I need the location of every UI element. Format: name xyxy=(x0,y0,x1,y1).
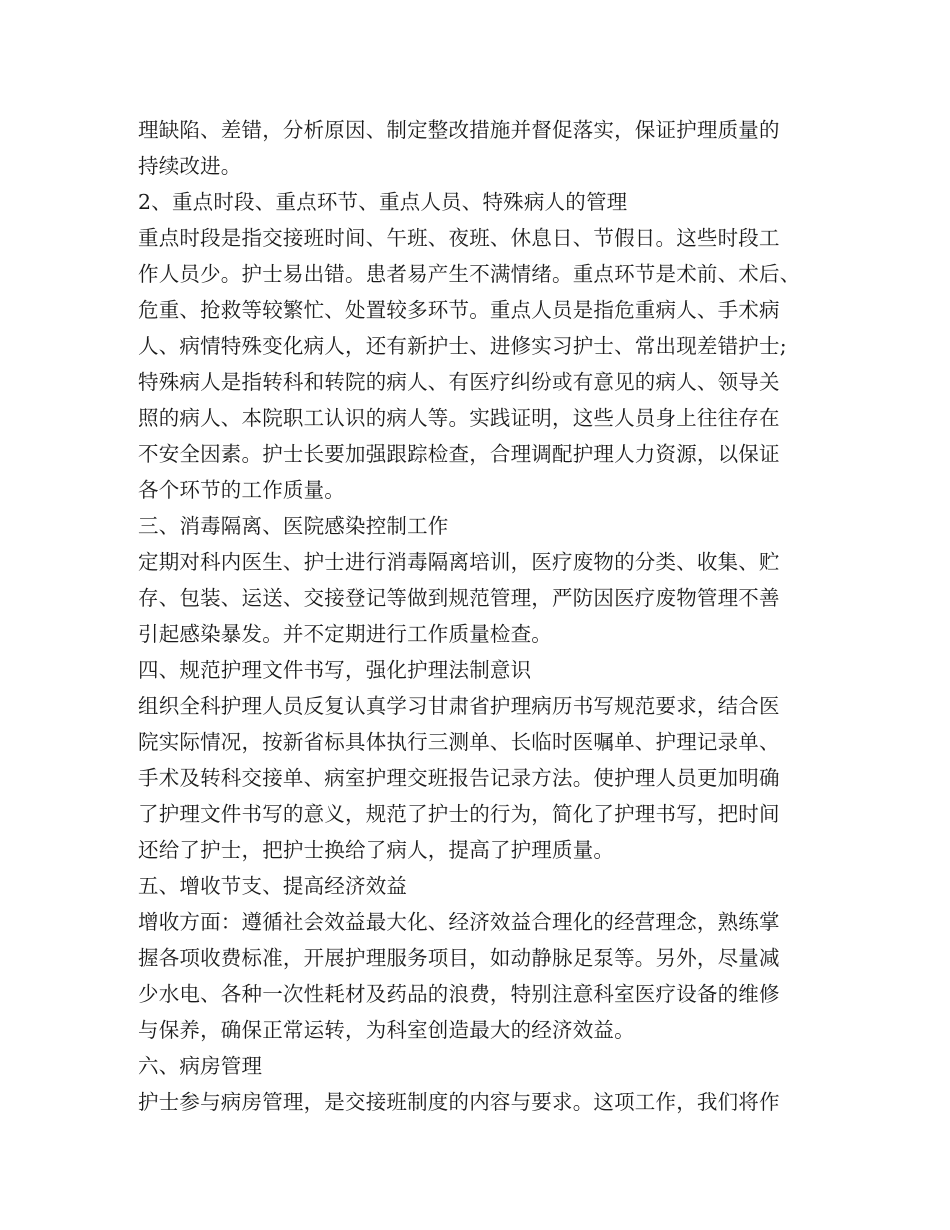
section-heading: 2、重点时段、重点环节、重点人员、特殊病人的管理 xyxy=(138,190,628,214)
text-line: 作人员少。护士易出错。患者易产生不满情绪。重点环节是术前、术后、 xyxy=(138,262,801,286)
section-heading: 三、消毒隔离、医院感染控制工作 xyxy=(138,514,449,538)
text-line: 人、病情特殊变化病人，还有新护士、进修实习护士、常出现差错护士; xyxy=(138,334,787,358)
text-line: 各个环节的工作质量。 xyxy=(138,478,345,502)
text-line: 还给了护士，把护士换给了病人，提高了护理质量。 xyxy=(138,838,615,862)
text-line: 少水电、各种一次性耗材及药品的浪费，特别注意科室医疗设备的维修 xyxy=(138,982,780,1006)
text-line: 引起感染暴发。并不定期进行工作质量检查。 xyxy=(138,622,552,646)
text-line: 护士参与病房管理，是交接班制度的内容与要求。这项工作，我们将作 xyxy=(138,1090,780,1114)
text-line: 院实际情况，按新省标具体执行三测单、长临时医嘱单、护理记录单、 xyxy=(138,730,780,754)
text-line: 危重、抢救等较繁忙、处置较多环节。重点人员是指危重病人、手术病 xyxy=(138,298,780,322)
section-heading: 六、病房管理 xyxy=(138,1054,263,1078)
text-line: 持续改进。 xyxy=(138,154,242,178)
text-line: 重点时段是指交接班时间、午班、夜班、休息日、节假日。这些时段工 xyxy=(138,226,780,250)
text-line: 不安全因素。护士长要加强跟踪检查，合理调配护理人力资源，以保证 xyxy=(138,442,780,466)
text-line: 照的病人、本院职工认识的病人等。实践证明，这些人员身上往往存在 xyxy=(138,406,780,430)
text-line: 组织全科护理人员反复认真学习甘肃省护理病历书写规范要求，结合医 xyxy=(138,694,780,718)
text-line: 特殊病人是指转科和转院的病人、有医疗纠纷或有意见的病人、领导关 xyxy=(138,370,780,394)
text-line: 与保养，确保正常运转，为科室创造最大的经济效益。 xyxy=(138,1018,635,1042)
text-line: 存、包装、运送、交接登记等做到规范管理，严防因医疗废物管理不善 xyxy=(138,586,780,610)
text-line: 增收方面：遵循社会效益最大化、经济效益合理化的经营理念，熟练掌 xyxy=(138,910,780,934)
text-line: 理缺陷、差错，分析原因、制定整改措施并督促落实，保证护理质量的 xyxy=(138,118,780,142)
text-line: 了护理文件书写的意义，规范了护士的行为，简化了护理书写，把时间 xyxy=(138,802,780,826)
text-line: 手术及转科交接单、病室护理交班报告记录方法。使护理人员更加明确 xyxy=(138,766,780,790)
document-body xyxy=(138,112,818,1120)
section-heading: 五、增收节支、提高经济效益 xyxy=(138,874,408,898)
text-line: 定期对科内医生、护士进行消毒隔离培训，医疗废物的分类、收集、贮 xyxy=(138,550,780,574)
text-line: 握各项收费标准，开展护理服务项目，如动静脉足泵等。另外，尽量减 xyxy=(138,946,780,970)
section-heading: 四、规范护理文件书写，强化护理法制意识 xyxy=(138,658,532,682)
